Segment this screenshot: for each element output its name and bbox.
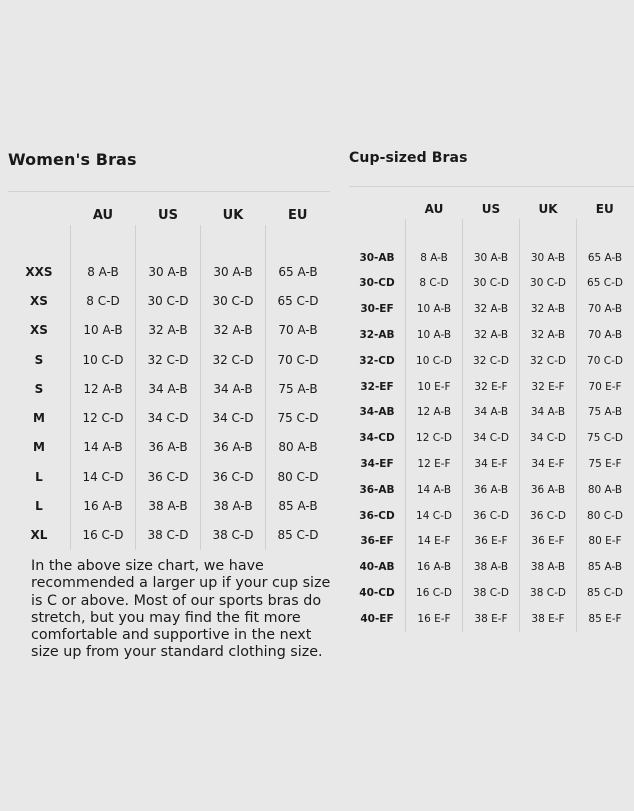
table-row [8,316,330,345]
size-cell: 80 E-F [577,529,634,555]
table-row [8,345,330,374]
size-note: In the above size chart, we have recommended a larger up if your cup size is C or above. Most of our sports bras do stretch, but you may find the fit more comfortable and supportive in the next size up from your standard clothing size. [31,558,331,661]
size-cell: 65 C-D [266,286,331,315]
size-cell: 70 A-B [266,316,331,345]
size-cell: 75 C-D [577,425,634,451]
size-cell: 65 A-B [577,245,634,271]
table-header-row [349,199,633,219]
size-cell: 32 A-B [520,322,577,348]
size-cell: 85 C-D [577,580,634,606]
table-row [349,606,633,632]
size-label: L [35,469,43,484]
size-cell: 32 A-B [463,296,520,322]
size-cell: 14 A-B [406,477,463,503]
size-cell: 34 E-F [520,451,577,477]
size-cell: 32 E-F [463,374,520,400]
divider [8,191,330,192]
table-row [8,403,330,432]
header-uk: UK [222,208,244,223]
size-cell: 80 C-D [577,503,634,529]
header-us: US [158,208,178,223]
size-cell: 36 C-D [463,503,520,529]
header-uk: UK [538,202,558,216]
size-cell: 34 C-D [520,425,577,451]
size-cell: 80 A-B [577,477,634,503]
table-row [349,580,633,606]
size-label: M [33,440,45,455]
header-eu: EU [595,202,614,216]
size-cell: 34 C-D [463,425,520,451]
size-cell: 30 A-B [201,257,266,286]
size-label: XS [30,323,48,338]
table-row [349,554,633,580]
size-cell: 12 E-F [406,451,463,477]
size-label: 30-EF [360,303,394,316]
table-row [349,296,633,322]
size-cell: 14 C-D [406,503,463,529]
size-cell: 36 A-B [136,433,201,462]
size-label: M [33,411,45,426]
header-blank [8,206,71,225]
size-cell: 70 E-F [577,374,634,400]
size-cell: 32 C-D [201,345,266,374]
size-cell: 16 A-B [406,554,463,580]
size-cell: 38 C-D [520,580,577,606]
size-cell: 8 C-D [406,271,463,297]
size-cell: 75 A-B [266,374,331,403]
size-cell: 14 E-F [406,529,463,555]
size-cell: 30 C-D [520,271,577,297]
size-cell: 34 A-B [136,374,201,403]
table-row [8,286,330,315]
size-label: 40-CD [359,587,395,600]
size-cell: 30 C-D [136,286,201,315]
size-cell: 14 C-D [71,462,136,491]
table-row [349,503,633,529]
size-cell: 34 A-B [520,400,577,426]
size-cell: 36 C-D [201,462,266,491]
size-cell: 65 C-D [577,271,634,297]
size-cell: 70 C-D [577,348,634,374]
size-cell: 30 A-B [136,257,201,286]
table-row [349,245,633,271]
cup-sized-bras-panel [349,150,634,632]
size-cell: 30 C-D [463,271,520,297]
size-cell: 12 C-D [71,403,136,432]
size-label: 36-AB [359,483,395,496]
size-cell: 34 C-D [136,403,201,432]
size-cell: 10 A-B [71,316,136,345]
size-cell: 38 A-B [201,491,266,520]
size-label: XL [30,528,48,543]
womens-bras-panel [8,150,330,550]
size-cell: 34 C-D [201,403,266,432]
size-cell: 75 C-D [266,403,331,432]
size-cell: 38 E-F [463,606,520,632]
table-row [8,433,330,462]
size-cell: 10 C-D [71,345,136,374]
womens-size-table [8,206,330,550]
table-header-row [8,206,330,225]
size-cell: 16 A-B [71,491,136,520]
divider [349,186,634,187]
size-cell: 38 C-D [463,580,520,606]
size-label: XS [30,293,48,308]
table-row [349,529,633,555]
size-cell: 12 A-B [71,374,136,403]
size-cell: 8 A-B [406,245,463,271]
size-label: L [35,499,43,514]
size-cell: 16 C-D [406,580,463,606]
size-cell: 34 A-B [201,374,266,403]
size-label: S [34,352,44,367]
size-cell: 70 C-D [266,345,331,374]
womens-bras-title: Women's Bras [8,150,137,169]
table-row [8,374,330,403]
size-label: 32-AB [359,329,395,342]
table-row [349,451,633,477]
size-cell: 32 A-B [201,316,266,345]
size-cell: 10 C-D [406,348,463,374]
size-label: 36-EF [360,535,394,548]
size-cell: 36 C-D [136,462,201,491]
size-cell: 32 C-D [463,348,520,374]
size-cell: 16 C-D [71,521,136,550]
size-cell: 38 A-B [136,491,201,520]
size-cell: 65 A-B [266,257,331,286]
size-label: 40-AB [359,561,395,574]
size-label: 36-CD [359,509,395,522]
table-row [349,477,633,503]
header-eu: EU [288,208,308,223]
size-cell: 36 A-B [201,433,266,462]
size-cell: 32 C-D [136,345,201,374]
size-cell: 36 A-B [520,477,577,503]
size-label: 32-CD [359,354,395,367]
header-blank [349,199,406,219]
header-us: US [481,202,501,216]
table-row [349,374,633,400]
size-cell: 30 C-D [201,286,266,315]
size-label: 34-CD [359,432,395,445]
size-cell: 38 A-B [463,554,520,580]
size-cell: 36 C-D [520,503,577,529]
header-au: AU [424,202,444,216]
size-label: 30-CD [359,277,395,290]
size-label: XXS [25,264,53,279]
size-cell: 34 E-F [463,451,520,477]
size-cell: 32 C-D [520,348,577,374]
size-cell: 12 C-D [406,425,463,451]
size-cell: 36 E-F [520,529,577,555]
table-row [349,271,633,297]
size-cell: 75 E-F [577,451,634,477]
cup-size-table [349,199,633,632]
size-cell: 38 E-F [520,606,577,632]
size-cell: 16 E-F [406,606,463,632]
size-cell: 70 A-B [577,322,634,348]
size-cell: 70 A-B [577,296,634,322]
size-cell: 8 A-B [71,257,136,286]
size-cell: 75 A-B [577,400,634,426]
size-cell: 38 C-D [136,521,201,550]
size-cell: 85 A-B [577,554,634,580]
table-row [349,425,633,451]
size-cell: 80 C-D [266,462,331,491]
size-cell: 14 A-B [71,433,136,462]
size-cell: 32 A-B [520,296,577,322]
table-row [8,257,330,286]
size-label: 30-AB [359,251,395,264]
size-cell: 32 A-B [136,316,201,345]
size-cell: 38 C-D [201,521,266,550]
size-label: 34-EF [360,458,394,471]
size-cell: 36 A-B [463,477,520,503]
size-cell: 38 A-B [520,554,577,580]
size-cell: 8 C-D [71,286,136,315]
table-row [8,521,330,550]
size-cell: 32 A-B [463,322,520,348]
size-label: 32-EF [360,380,394,393]
size-cell: 30 A-B [463,245,520,271]
header-au: AU [92,208,114,223]
table-row [349,400,633,426]
size-cell: 36 E-F [463,529,520,555]
cup-sized-bras-title: Cup-sized Bras [349,150,468,166]
size-cell: 30 A-B [520,245,577,271]
size-cell: 34 A-B [463,400,520,426]
size-cell: 85 E-F [577,606,634,632]
size-cell: 85 C-D [266,521,331,550]
size-cell: 10 E-F [406,374,463,400]
table-row [349,348,633,374]
size-cell: 10 A-B [406,322,463,348]
size-label: 40-EF [360,612,394,625]
table-row [349,322,633,348]
size-cell: 85 A-B [266,491,331,520]
size-cell: 10 A-B [406,296,463,322]
table-row [8,491,330,520]
size-cell: 12 A-B [406,400,463,426]
size-label: 34-AB [359,406,395,419]
size-cell: 80 A-B [266,433,331,462]
size-cell: 32 E-F [520,374,577,400]
table-row [8,462,330,491]
size-label: S [34,381,44,396]
